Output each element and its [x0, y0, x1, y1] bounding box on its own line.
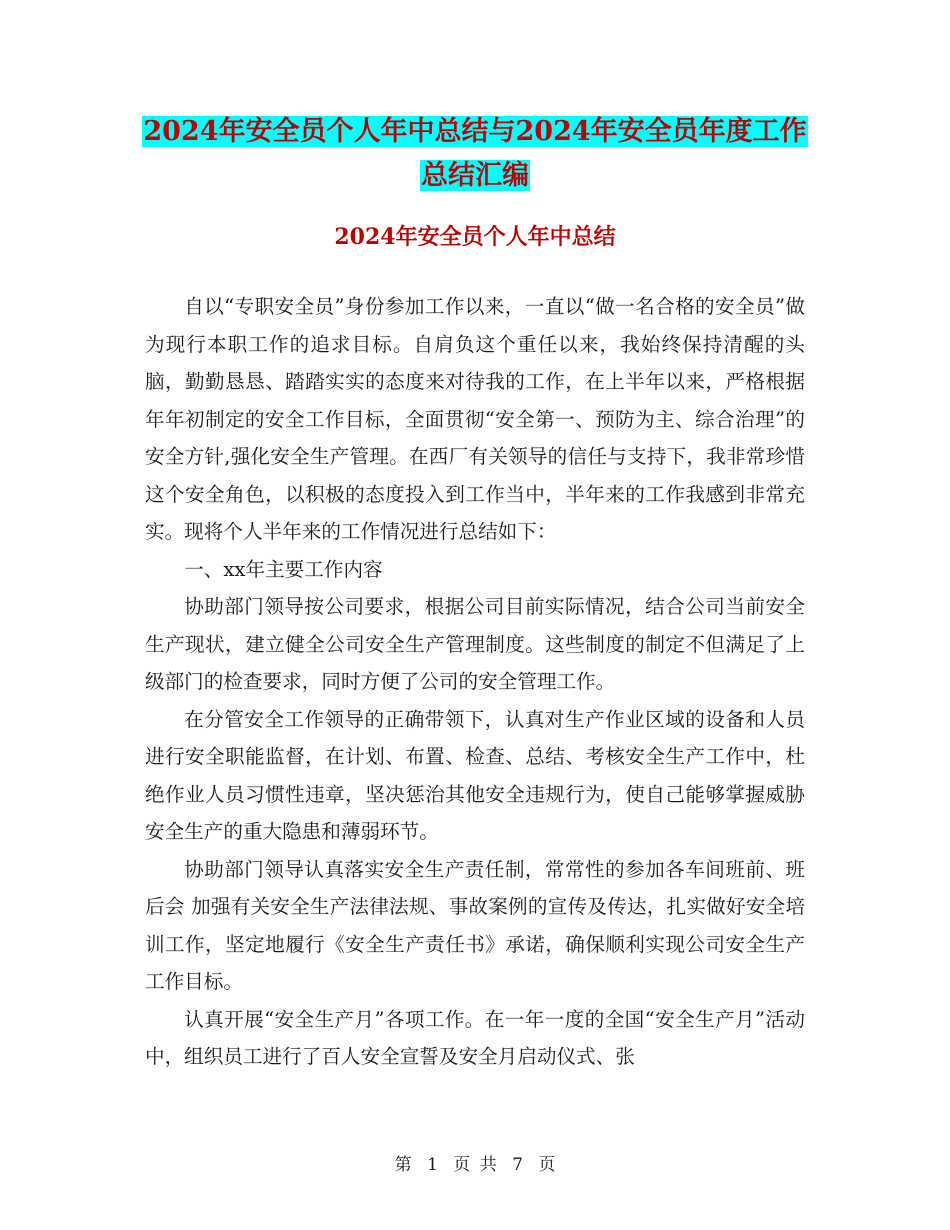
body-paragraph: 协助部门领导按公司要求，根据公司目前实际情况，结合公司当前安全生产现状，建立健全公司安全生产管理制度。这些制度的制定不但满足了上级部门的检查要求，同时方便了公司的安全管理工作。 [145, 595, 805, 693]
document-title-line-1 [0, 110, 950, 154]
section-title: 2024年安全员个人年中总结 [334, 224, 616, 250]
footer-prefix: 第 [394, 1155, 412, 1175]
footer-total-pages: 7 [512, 1155, 523, 1175]
body-paragraph: 在分管安全工作领导的正确带领下，认真对生产作业区域的设备和人员进行安全职能监督，在计划、布置、检查、总结、考核安全生产工作中，杜绝作业人员习惯性违章，坚决惩治其他安全违规行为，使自己能够掌握威胁安全生产的重大隐患和薄弱环节。 [145, 707, 805, 843]
section-heading: 一、xx年主要工作内容 [184, 557, 383, 581]
document-title-highlight-2: 总结汇编 [421, 160, 529, 191]
document-title-line-2 [0, 154, 950, 198]
document-body [145, 288, 805, 1076]
footer-suffix: 页 [538, 1155, 556, 1175]
page-footer [0, 1153, 950, 1177]
body-paragraph: 认真开展“安全生产月”各项工作。在一年一度的全国“安全生产月”活动中，组织员工进行了百人安全宣誓及安全月启动仪式、张 [145, 1007, 805, 1068]
document-title-highlight-1: 2024年安全员个人年中总结与2024年安全员年度工作 [143, 116, 807, 147]
footer-page-number: 1 [427, 1155, 438, 1175]
body-paragraph: 自以“专职安全员”身份参加工作以来，一直以“做一名合格的安全员”做为现行本职工作的追求目标。自肩负这个重任以来，我始终保持清醒的头脑，勤勤恳恳、踏踏实实的态度来对待我的工作，在上半年以来，严格根据 年年初制定的安全工作目标，全面贯彻“安全第一、预防为主、综合治理”的安全方针,强化安全生产管理。在西厂有关领导的信任与支持下，我非常珍惜这个安全角色，以积极的态度投入到工作当中，半年来的工作我感到非常充实。现将个人半年来的工作情况进行总结如下： [145, 295, 805, 543]
footer-middle: 页 共 [453, 1155, 497, 1175]
body-paragraph: 协助部门领导认真落实安全生产责任制，常常性的参加各车间班前、班后会 加强有关安全生产法律法规、事故案例的宣传及传达，扎实做好安全培训工作，坚定地履行《安全生产责任书》承诺，确保顺利实现公司安全生产工作目标。 [145, 857, 805, 993]
